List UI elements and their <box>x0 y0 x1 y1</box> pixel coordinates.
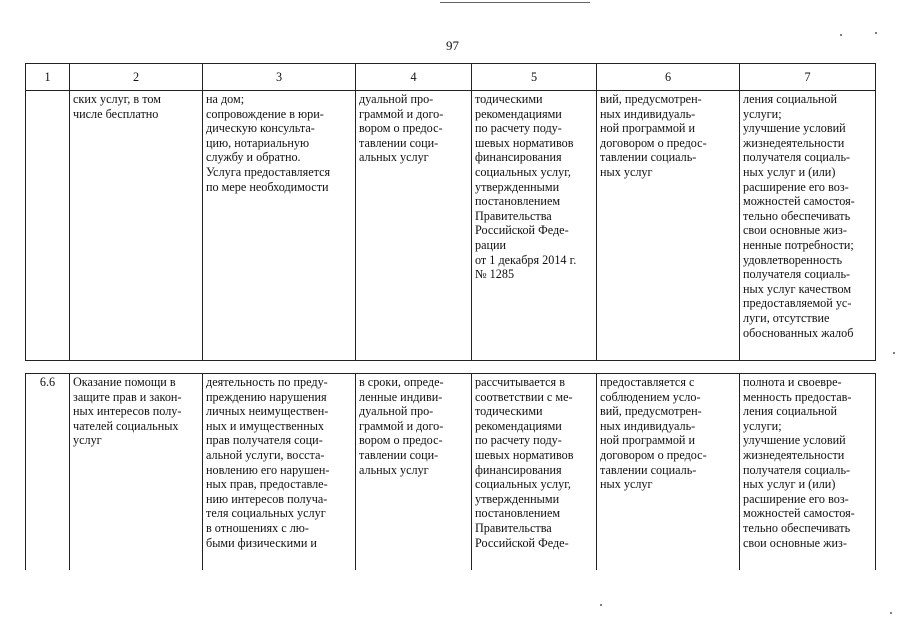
column-header: 3 <box>203 64 356 91</box>
service-description-cell: деятельность по преду- преждению нарушения личных неимуществен- ных и имущественных прав получателя соци- альной услуги, восста- новлению его нарушен- ных прав, предоставле- нию интересов получа- теля социальных услуг в отношениях с лю- быми физическими и <box>203 374 356 571</box>
table-header-row <box>26 64 876 91</box>
scan-speck <box>875 32 877 34</box>
normative-cell: рассчитывается в соответствии с ме- тодическими рекомендациями по расчету поду- шевых нормативов финансирования социальных услуг, утвержденными постановлением Правительства Российской Феде- <box>472 374 597 571</box>
column-header: 4 <box>356 64 472 91</box>
row-number-cell <box>26 91 70 361</box>
column-header: 7 <box>740 64 876 91</box>
conditions-cell: вий, предусмотрен- ных индивидуаль- ной программой и договором о предос- тавлении социаль- ных услуг <box>597 91 740 361</box>
quality-indicators-cell: полнота и своевре- менность предостав- ления социальной услуги; улучшение условий жизнедеятельности получателя социаль- ных услуг и (или) расширение его воз- можностей самостоя- тельно обеспечивать свои основные жиз- <box>740 374 876 571</box>
table-row <box>26 91 876 361</box>
row-number-cell: 6.6 <box>26 374 70 571</box>
conditions-cell: предоставляется с соблюдением усло- вий, предусмотрен- ных индивидуаль- ной программой и договором о предос- тавлении социаль- ных услуг <box>597 374 740 571</box>
services-table <box>25 63 876 570</box>
scan-speck <box>893 352 895 354</box>
top-rule <box>440 2 590 3</box>
page-number: 97 <box>446 38 459 53</box>
scan-speck <box>600 604 602 606</box>
scan-speck <box>890 612 892 614</box>
service-terms-cell: в сроки, опреде- ленные индиви- дуальной про- граммой и дого- вором о предос- тавлении соци- альных услуг <box>356 374 472 571</box>
quality-indicators-cell: ления социальной услуги; улучшение условий жизнедеятельности получателя социаль- ных услуг и (или) расширение его воз- можностей самостоя- тельно обеспечивать свои основные жиз- ненные потребности; удовлетворенность получателя социаль- ных услуг качеством предоставляемой ус- луги, отсутствие обоснованных жалоб <box>740 91 876 361</box>
column-header: 6 <box>597 64 740 91</box>
service-terms-cell: дуальной про- граммой и дого- вором о предос- тавлении соци- альных услуг <box>356 91 472 361</box>
column-header: 1 <box>26 64 70 91</box>
row-separator <box>26 361 876 374</box>
normative-cell: тодическими рекомендациями по расчету поду- шевых нормативов финансирования социальных услуг, утвержденными постановлением Правительства Российской Феде- рации от 1 декабря 2014 г. № 1285 <box>472 91 597 361</box>
service-name-cell: ских услуг, в том числе бесплатно <box>70 91 203 361</box>
service-name-cell: Оказание помощи в защите прав и закон- ных интересов полу- чателей социальных услуг <box>70 374 203 571</box>
column-header: 2 <box>70 64 203 91</box>
scan-speck <box>840 34 842 36</box>
table-row <box>26 374 876 571</box>
column-header: 5 <box>472 64 597 91</box>
service-description-cell: на дом; сопровождение в юри- дическую консульта- цию, нотариальную службу и обратно. Услуга предоставляется по мере необходимости <box>203 91 356 361</box>
